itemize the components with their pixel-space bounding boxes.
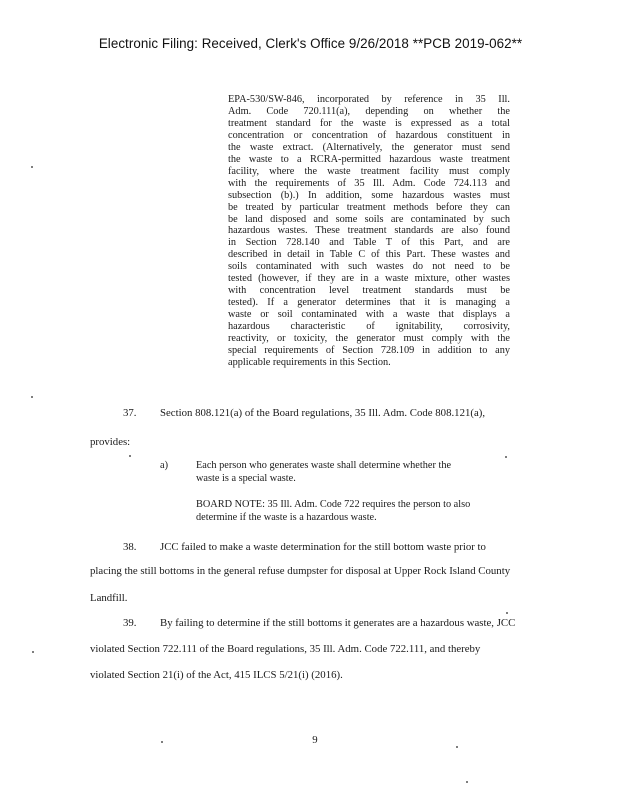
quote-line: tested (however, if they are in a waste mixture, other wastes — [228, 273, 510, 285]
scan-speck — [456, 746, 458, 748]
quote-line: subsection (b).) In addition, some hazardous wastes must — [228, 189, 510, 201]
paragraph-37-continuation: provides: — [90, 436, 131, 448]
subsection-line: Each person who generates waste shall determine whether the — [196, 460, 452, 471]
board-note-line: determine if the waste is a hazardous waste. — [196, 511, 377, 523]
quote-line: Adm. Code 720.111(a), depending on whether the — [228, 105, 510, 117]
scan-speck — [506, 612, 508, 614]
scan-speck — [505, 456, 507, 458]
quote-line: be land disposed and some soils are contaminated by such — [228, 213, 510, 225]
quote-line: with the requirements of 35 Ill. Adm. Code 724.113 and — [228, 177, 510, 189]
paragraph-37-number: 37. — [123, 407, 137, 419]
page-number: 9 — [312, 734, 318, 746]
paragraph-38-line: placing the still bottoms in the general refuse dumpster for disposal at Upper Rock Island County — [90, 565, 511, 577]
quote-line: described in detail in Table C of this Part. These wastes and — [228, 249, 510, 261]
quote-line: hazardous characteristic of ignitability, corrosivity, — [228, 321, 510, 333]
paragraph-38-line: JCC failed to make a waste determination for the still bottom waste prior to — [160, 541, 486, 553]
quote-line: facility, where the waste treatment facility must comply — [228, 165, 510, 177]
scan-speck — [31, 166, 33, 168]
quote-line: special requirements of Section 728.109 in addition to any — [228, 345, 510, 357]
quote-line: waste or soil contaminated with a waste that displays a — [228, 309, 510, 321]
scan-speck — [31, 396, 33, 398]
subsection-line: waste is a special waste. — [196, 472, 296, 484]
subsection-a-text — [196, 460, 510, 485]
scan-speck — [161, 741, 163, 743]
filing-header: Electronic Filing: Received, Clerk's Office 9/26/2018 **PCB 2019-062** — [98, 36, 523, 51]
paragraph-37-text: Section 808.121(a) of the Board regulations, 35 Ill. Adm. Code 808.121(a), — [160, 407, 486, 419]
quote-line: be treated by particular treatment methods before they can — [228, 201, 510, 213]
quote-line: hazardous wastes. These treatment standards are also found — [228, 225, 510, 237]
scan-speck — [32, 651, 34, 653]
paragraph-39-line: violated Section 722.111 of the Board regulations, 35 Ill. Adm. Code 722.111, and thereby — [90, 643, 481, 655]
board-note — [196, 499, 510, 524]
quote-line: treatment standard for the waste is expressed as a total — [228, 117, 510, 129]
quote-line: the waste to a RCRA-permitted hazardous waste treatment — [228, 153, 510, 165]
scan-speck — [466, 781, 468, 783]
board-note-line: BOARD NOTE: 35 Ill. Adm. Code 722 requires the person to also — [196, 499, 471, 510]
scan-speck — [129, 455, 131, 457]
quote-line: reactivity, or toxicity, the generator must comply with the — [228, 333, 510, 345]
quote-line: in Section 728.140 and Table T of this Part, and are — [228, 237, 510, 249]
paragraph-38-number: 38. — [123, 541, 137, 553]
paragraph-39-line: violated Section 21(i) of the Act, 415 ILCS 5/21(i) (2016). — [90, 669, 343, 681]
quote-line: tested). If a generator determines that it is managing a — [228, 297, 510, 309]
quote-line: soils contaminated with such wastes do not need to be — [228, 261, 510, 273]
quote-line: with concentration level treatment standards must be — [228, 285, 510, 297]
paragraph-38-line: Landfill. — [90, 592, 128, 604]
paragraph-39-line: By failing to determine if the still bottoms it generates are a hazardous waste, JCC — [160, 617, 516, 629]
quote-line: the waste extract. (Alternatively, the generator must send — [228, 141, 510, 153]
subsection-a-label: a) — [160, 460, 168, 471]
quote-line: EPA-530/SW-846, incorporated by reference in 35 Ill. — [228, 94, 510, 105]
quote-line: applicable requirements in this Section. — [228, 356, 391, 368]
quote-line: concentration or concentration of hazardous constituent in — [228, 129, 510, 141]
paragraph-39-number: 39. — [123, 617, 137, 629]
block-quote — [228, 94, 510, 369]
